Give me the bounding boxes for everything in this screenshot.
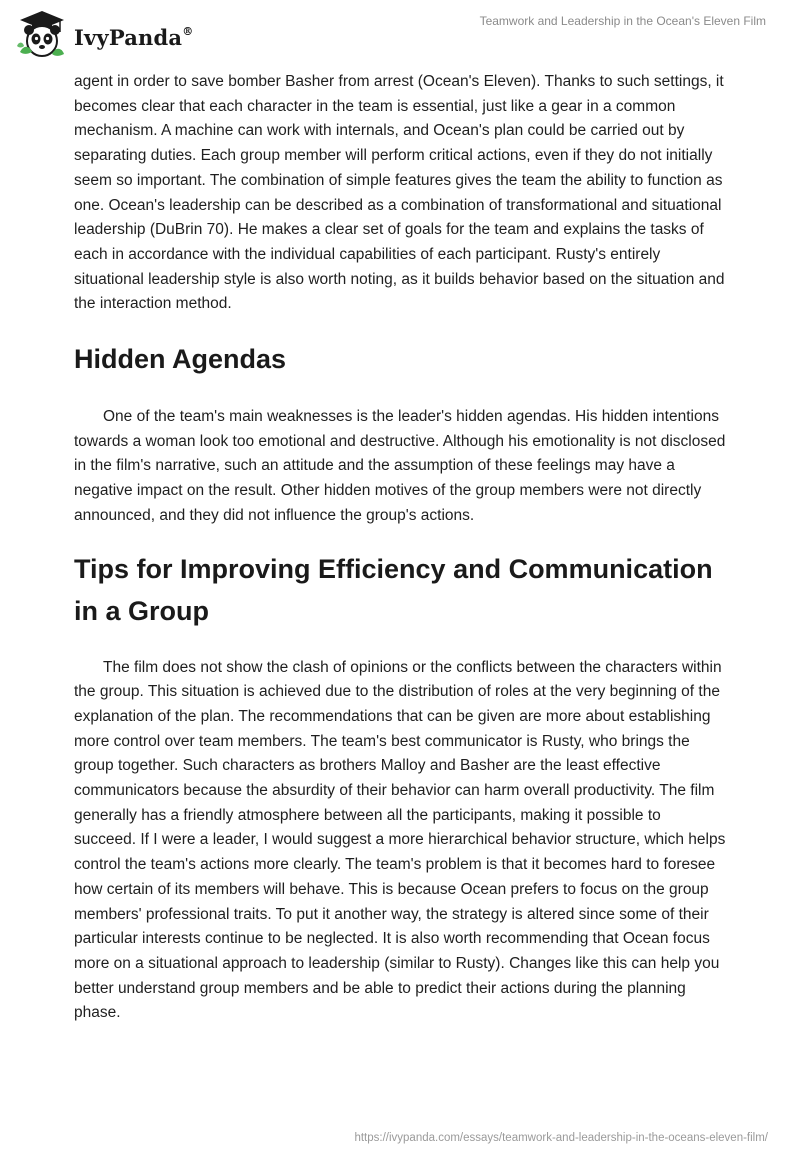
paragraph-3: The film does not show the clash of opinions or the conflicts between the characters within the group. This situation is achieved due to the distribution of roles at the very beginning of the explanation of the plan. The recommendations that can be given are more about establishing more control over team members. The team's best communicator is Rusty, who brings the group together. Such characters as brothers Malloy and Basher are the least effective communicators because the absurdity of their behavior can harm overall productivity. The film generally has a friendly atmosphere between all the participants, making it possible to succeed. If I were a leader, I would suggest a more hierarchical behavior structure, which helps control the team's actions more clearly. The team's problem is that it becomes hard to foresee how certain of its members will behave. This is because Ocean prefers to focus on the group members' professional traits. To put it another way, the strategy is altered since some of their particular interests continue to be neglected. It is also worth recommending that Ocean focus more on a situational approach to leadership (similar to Rusty). Changes like this can help you better understand group members and be able to predict their actions during the planning phase. — [74, 658, 726, 1022]
section-heading-hidden-agendas: Hidden Agendas — [74, 344, 287, 375]
document-title: Teamwork and Leadership in the Ocean's Eleven Film — [479, 14, 766, 28]
ivypanda-logo[interactable] — [14, 8, 193, 62]
panda-graduate-icon — [14, 8, 70, 62]
section-heading-tips: Tips for Improving Efficiency and Communication in a Group — [74, 553, 713, 626]
source-url[interactable]: https://ivypanda.com/essays/teamwork-and-leadership-in-the-oceans-eleven-film/ — [354, 1132, 768, 1144]
paragraph-2: One of the team's main weaknesses is the leader's hidden agendas. His hidden intentions towards a woman look too emotional and destructive. Although his emotionality is not disclosed in the film's narrative, such an attitude and the assumption of these feelings may have a negative impact on the result. Other hidden motives of the group members were not directly announced, and they did not influence the group's actions. — [74, 408, 726, 524]
logo-wordmark: IvyPanda® — [74, 24, 194, 50]
page-header — [0, 0, 800, 70]
paragraph-1: agent in order to save bomber Basher from arrest (Ocean's Eleven). Thanks to such settings, it becomes clear that each character in the team is essential, just like a gear in a common mechanism. A machine can work with internals, and Ocean's plan could be carried out by separating duties. Each group member will perform critical actions, even if they do not initially seem so important. The combination of simple features gives the team the ability to function as one. Ocean's leadership can be described as a combination of transformational and situational leadership (DuBrin 70). He makes a clear set of goals for the team and explains the tasks of each in accordance with the individual capabilities of each participant. Rusty's entirely situational leadership style is also worth noting, as it builds behavior based on the situation and the interaction method. — [74, 73, 725, 313]
essay-body — [74, 70, 726, 1026]
